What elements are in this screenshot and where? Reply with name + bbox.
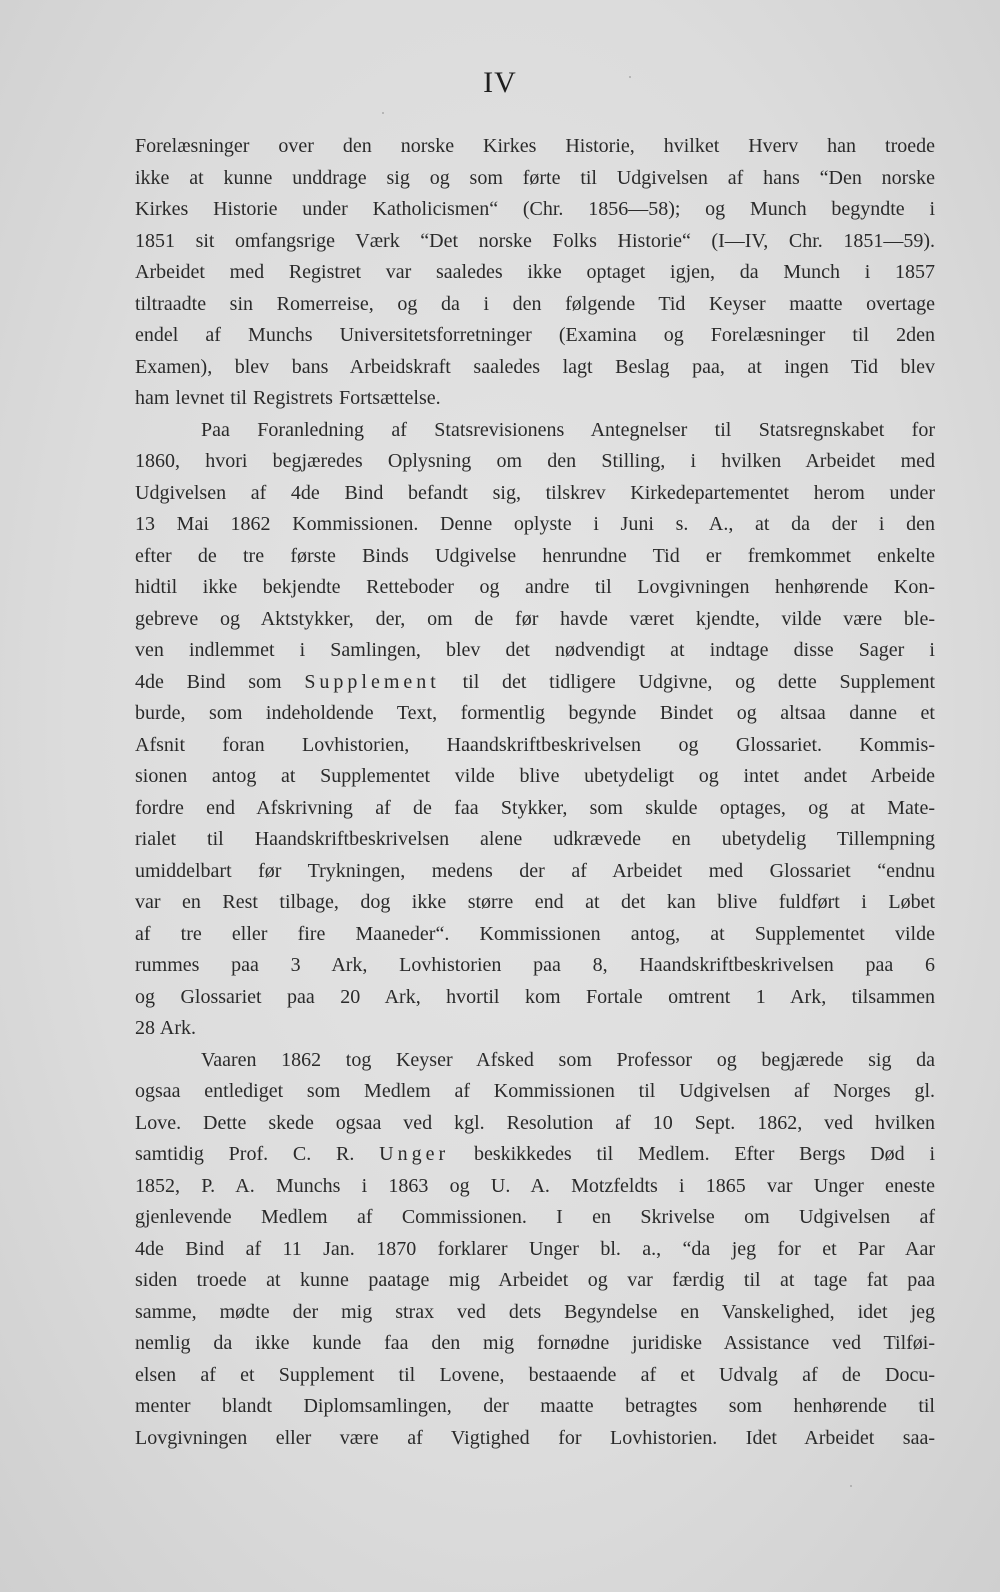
text-line: 1852, P. A. Munchs i 1863 og U. A. Motzfeldts i 1865 var Unger eneste [135, 1174, 935, 1197]
text-line: 13 Mai 1862 Kommissionen. Denne oplyste i Juni s. A., at da der i den [135, 513, 935, 535]
paper-speck [382, 112, 384, 114]
line-segment: 4de Bind som [135, 670, 282, 693]
text-line: rialet til Haandskriftbeskrivelsen alene udkrævede en ubetydelig Tillempning [135, 828, 935, 850]
text-line: af tre eller fire Maaneder“. Kommissionen antog, at Supplementet vilde [135, 922, 935, 945]
text-line: ogsaa entlediget som Medlem af Kommissionen til Udgivelsen af Norges gl. [135, 1080, 935, 1102]
text-line: fordre end Afskrivning af de faa Stykker, som skulde optages, og at Mate- [135, 796, 935, 819]
paper-speck [629, 76, 631, 78]
text-line: Kirkes Historie under Katholicismen“ (Chr. 1856—58); og Munch begyndte i [135, 198, 935, 220]
text-line: gebreve og Aktstykker, der, om de før havde været kjendte, vilde være ble- [135, 607, 935, 630]
text-line: gjenlevende Medlem af Commissionen. I en Skrivelse om Udgivelsen af [135, 1206, 935, 1228]
text-line: Forelæsninger over den norske Kirkes Historie, hvilket Hverv han troede [135, 135, 935, 157]
text-line: siden troede at kunne paatage mig Arbeidet og var færdig til at tage fat paa [135, 1269, 935, 1291]
text-line: efter de tre første Binds Udgivelse henrundne Tid er fremkommet enkelte [135, 544, 935, 567]
text-line: og Glossariet paa 20 Ark, hvortil kom Fortale omtrent 1 Ark, tilsammen [135, 985, 935, 1008]
text-line: menter blandt Diplomsamlingen, der maatte betragtes som henhørende til [135, 1395, 935, 1417]
paper-speck [850, 1485, 852, 1487]
text-line-with-emphasis [135, 1139, 935, 1171]
text-line: rummes paa 3 Ark, Lovhistorien paa 8, Haandskriftbeskrivelsen paa 6 [135, 954, 935, 976]
text-line: burde, som indeholdende Text, formentlig begynde Bindet og altsaa danne et [135, 702, 935, 724]
text-line: Lovgivningen eller være af Vigtighed for Lovhistorien. Idet Arbeidet saa- [135, 1426, 935, 1449]
text-line: ikke at kunne unddrage sig og som førte til Udgivelsen af hans “Den norske [135, 166, 935, 189]
text-line: tiltraadte sin Romerreise, og da i den følgende Tid Keyser maatte overtage [135, 292, 935, 315]
text-line: nemlig da ikke kunde faa den mig fornødne juridiske Assistance ved Tilføi- [135, 1332, 935, 1354]
text-line: Love. Dette skede ogsaa ved kgl. Resolution af 10 Sept. 1862, ved hvilken [135, 1111, 935, 1134]
paragraph-start-line: Paa Foranledning af Statsrevisionens Antegnelser til Statsregnskabet for [201, 418, 935, 441]
paragraph-start-line: Vaaren 1862 tog Keyser Afsked som Professor og begjærede sig da [201, 1048, 935, 1071]
text-line-with-emphasis [135, 667, 935, 699]
text-line: sionen antog at Supplementet vilde blive ubetydeligt og intet andet Arbeide [135, 765, 935, 787]
page-number: IV [483, 66, 517, 99]
text-line: var en Rest tilbage, dog ikke større end at det kan blive fuldført i Løbet [135, 891, 935, 913]
text-line: Afsnit foran Lovhistorien, Haandskriftbeskrivelsen og Glossariet. Kommis- [135, 733, 935, 756]
body-text [135, 131, 935, 1454]
text-line: ham levnet til Registrets Fortsættelse. [135, 387, 441, 409]
line-segment: beskikkedes til Medlem. Efter Bergs Død i [473, 1143, 936, 1165]
line-segment: samtidig Prof. C. R. [135, 1143, 355, 1165]
text-line: endel af Munchs Universitetsforretninger (Examina og Forelæsninger til 2den [135, 324, 935, 346]
text-line: 1860, hvori begjæredes Oplysning om den Stilling, i hvilken Arbeidet med [135, 450, 935, 472]
emphasized-word: Supplement [304, 670, 440, 693]
text-line: ven indlemmet i Samlingen, blev det nødvendigt at indtage disse Sager i [135, 639, 935, 661]
line-segment: til det tidligere Udgivne, og dette Supplement [462, 670, 935, 693]
text-line: hidtil ikke bekjendte Retteboder og andre til Lovgivningen henhørende Kon- [135, 576, 935, 598]
text-line: elsen af et Supplement til Lovene, bestaaende af et Udvalg af de Docu- [135, 1363, 935, 1386]
text-line: 4de Bind af 11 Jan. 1870 forklarer Unger bl. a., “da jeg for et Par Aar [135, 1237, 935, 1260]
text-line: samme, mødte der mig strax ved dets Begyndelse en Vanskelighed, idet jeg [135, 1300, 935, 1323]
text-line: 1851 sit omfangsrige Værk “Det norske Folks Historie“ (I—IV, Chr. 1851—59). [135, 229, 935, 252]
emphasized-word: Unger [379, 1143, 450, 1165]
text-line: 28 Ark. [135, 1017, 196, 1039]
text-line: umiddelbart før Trykningen, medens der af Arbeidet med Glossariet “endnu [135, 859, 935, 882]
text-line: Examen), blev bans Arbeidskraft saaledes lagt Beslag paa, at ingen Tid blev [135, 355, 935, 378]
text-line: Arbeidet med Registret var saaledes ikke optaget igjen, da Munch i 1857 [135, 261, 935, 283]
text-line: Udgivelsen af 4de Bind befandt sig, tilskrev Kirkedepartementet herom under [135, 481, 935, 504]
